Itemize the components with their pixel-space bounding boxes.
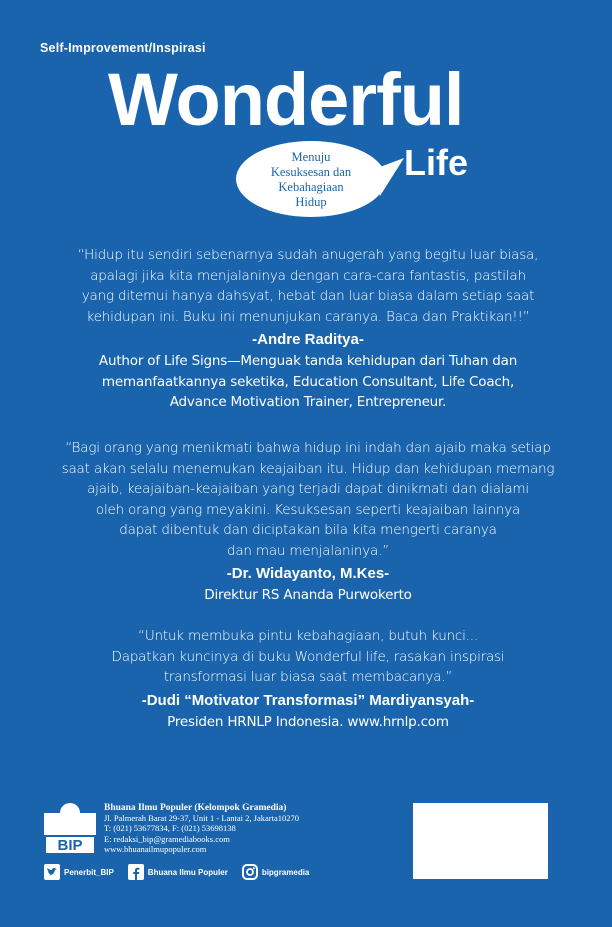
category-label: Self-Improvement/Inspirasi [40, 41, 206, 55]
facebook-icon [128, 864, 144, 880]
quote-line: kehidupan ini. Buku ini menunjukan caranya. Baca dan Praktikan!!” [86, 308, 530, 325]
publisher-name: Bhuana Ilmu Populer (Kelompok Gramedia) [104, 803, 287, 813]
quote-line: oleh orang yang meyakini. Kesuksesan seperti keajaiban lainnya [95, 501, 521, 518]
testimonial-3 [48, 626, 568, 732]
quote-line: dan mau menjalaninya.” [226, 542, 390, 559]
quote-line: “Hidup itu sendiri sebenarnya sudah anugerah yang begitu luar biasa, [77, 247, 539, 263]
twitter-handle: Penerbit_BIP [64, 867, 114, 877]
facebook-page: Bhuana Ilmu Populer [147, 867, 228, 877]
quote-line: dapat dibentuk dan diciptakan bila kita mengerti caranya [119, 522, 497, 538]
testimonial-2 [48, 438, 568, 606]
speech-bubble-tail [0, 0, 612, 260]
testimonial-1 [48, 245, 568, 413]
publisher-website: www.bhuanailmupopuler.com [104, 843, 207, 854]
quote-line: “Bagi orang yang menikmati bahwa hidup ini indah dan ajaib maka setiap [65, 440, 551, 456]
title-wonderful: Wonderful [108, 58, 464, 141]
quote-line: “Untuk membuka pintu kebahagiaan, butuh kunci... [138, 628, 478, 644]
author-role: Direktur RS Ananda Purwokerto [204, 587, 412, 603]
quote-line: yang ditemui hanya dahsyat, hebat dan luar biasa dalam setiap saat [81, 288, 535, 304]
quote-line: ajaib, keajaiban-keajaiban yang terjadi dapat dinikmati dan dialami [87, 481, 529, 497]
subtitle-line: Hidup [295, 195, 327, 209]
social-facebook [128, 864, 228, 880]
publisher-email: E: redaksi_bip@gramediabooks.com [104, 833, 230, 844]
quote-author: -Dudi “Motivator Transformasi” Mardiyansyah- [141, 691, 475, 709]
social-twitter [44, 864, 114, 880]
publisher-phone: T: (021) 53677834, F: (021) 53698138 [104, 823, 236, 834]
social-links [44, 863, 323, 881]
author-role: Presiden HRNLP Indonesia. www.hrnlp.com [167, 713, 449, 730]
title-life: Life [404, 142, 469, 183]
author-role: Advance Motivation Trainer, Entrepreneur. [169, 394, 447, 410]
bip-logo-text: BIP [57, 837, 83, 854]
quote-author: -Andre Raditya- [252, 331, 364, 348]
subtitle-line: Kebahagiaan [278, 180, 344, 194]
subtitle-line: Kesuksesan dan [270, 165, 352, 179]
social-instagram [242, 864, 310, 880]
author-role: memanfaatkannya seketika, Education Consultant, Life Coach, [101, 373, 515, 390]
instagram-handle: bipgramedia [261, 867, 310, 877]
quote-line: saat akan selalu menemukan keajaiban itu. Hidup dan kehidupan memang [61, 460, 555, 477]
twitter-icon [44, 864, 60, 880]
instagram-icon [242, 864, 258, 880]
quote-line: apalagi jika kita menjalaninya dengan cara-cara fantastis, pastilah [90, 267, 526, 284]
publisher-info [104, 803, 404, 854]
quote-line: transformasi luar biasa saat membacanya.” [163, 669, 453, 685]
barcode-area [413, 803, 548, 879]
bip-logo [44, 803, 96, 855]
subtitle-line: Menuju [291, 150, 331, 164]
quote-author: -Dr. Widayanto, M.Kes- [226, 565, 390, 582]
author-role: Author of Life Signs—Menguak tanda kehidupan dari Tuhan dan [98, 353, 518, 369]
quote-line: Dapatkan kuncinya di buku Wonderful life, rasakan inspirasi [111, 648, 505, 665]
subtitle [236, 150, 386, 210]
publisher-address: Jl. Palmerah Barat 29-37, Unit 1 - Lantai 2, Jakarta10270 [104, 813, 299, 824]
